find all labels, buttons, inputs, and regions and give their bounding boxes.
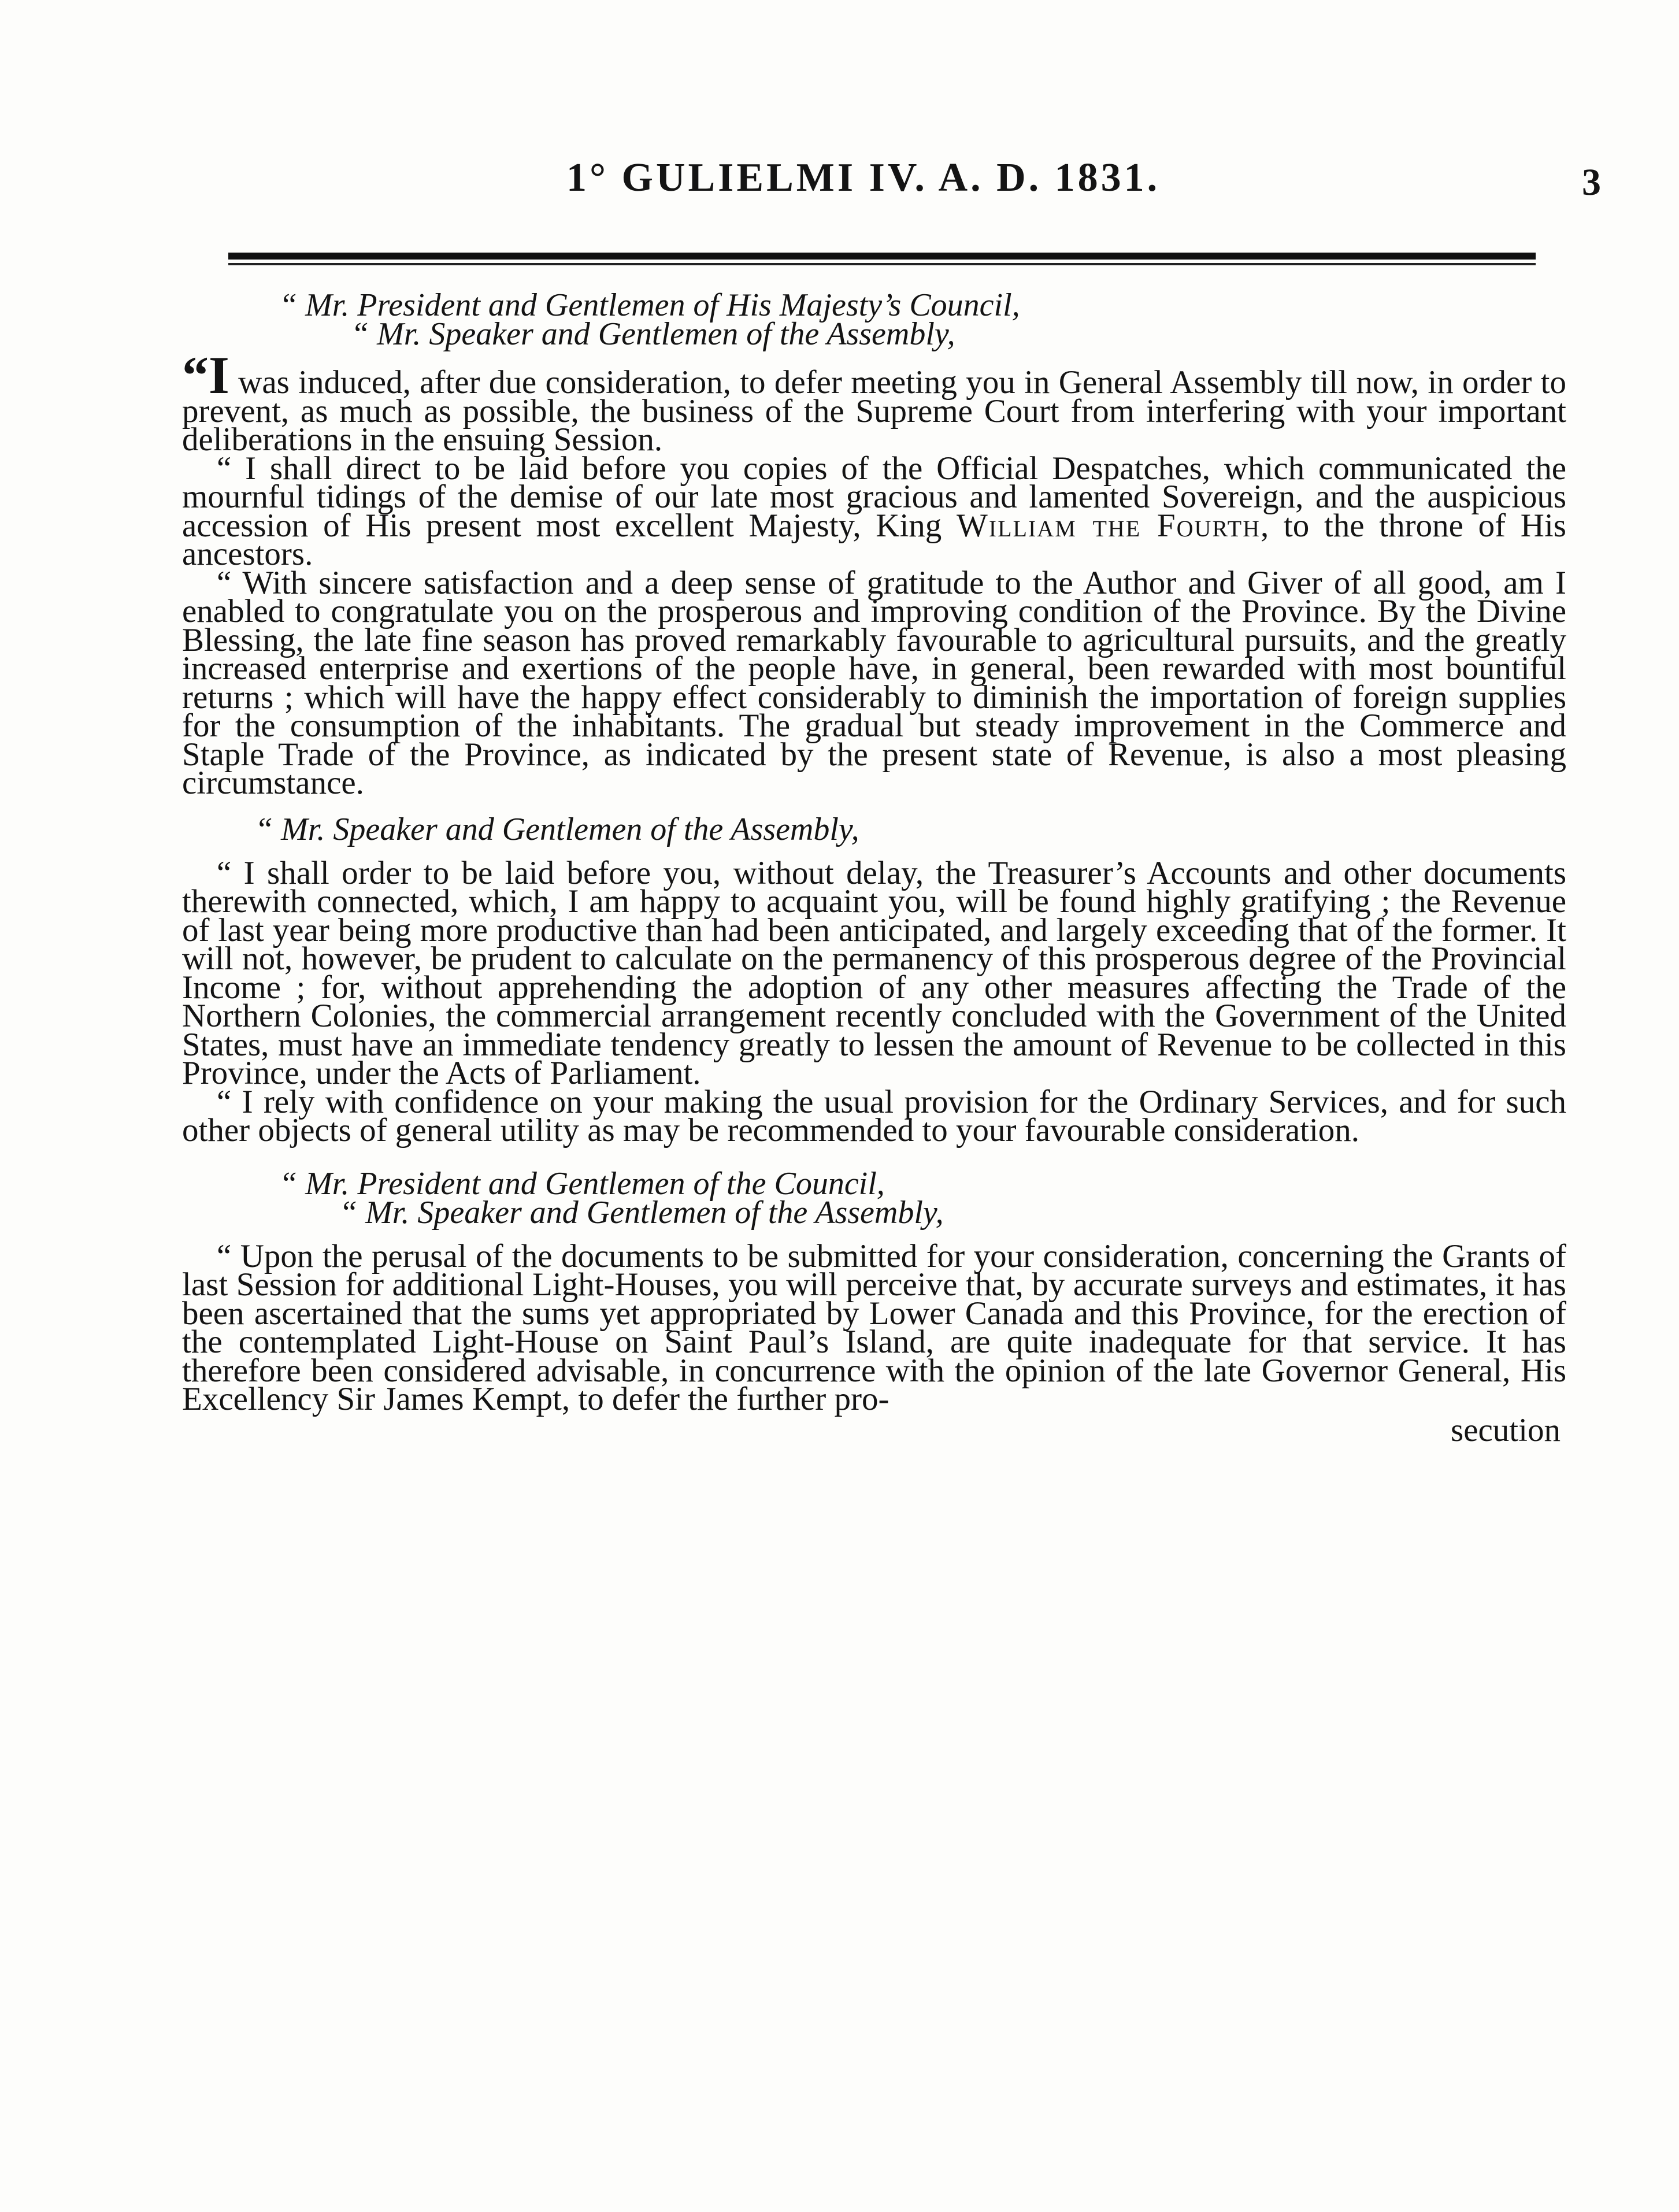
salutation-assembly-3: “ Mr. Speaker and Gentlemen of the Assembly, (339, 1194, 944, 1231)
paragraph-1-text: was induced, after due consideration, to defer meeting you in General Assembly till now, in order to prevent, as much as possible, the business of the Supreme Court from interfering with your important deliberations in the ensuing Session. (182, 364, 1566, 458)
paragraph-2 (182, 450, 1566, 572)
speech-body (182, 275, 1566, 1448)
paragraph-3: “ With sincere satisfaction and a deep sense of gratitude to the Author and Giver of all good, am I enabled to congratulate you on the prosperous and improving condition of the Province. By the Divine Blessing, the late fine season has proved remarkably favourable to agricultural pursuits, and the greatly increased enterprise and exertions of the people have, in general, been rewarded with most bountiful returns ; which will have the happy effect considerably to diminish the importation of foreign supplies for the consumption of the inhabitants. The gradual but steady improvement in the Commerce and Staple Trade of the Province, as indicated by the present state of Revenue, is also a most pleasing circumstance. (182, 564, 1566, 801)
king-name: William the Fourth (957, 507, 1261, 544)
paragraph-2-text-a: “ I shall direct to be laid before you copies of the Official Despatches, which communicated the mournful tidings of the demise of our late most gracious and lamented Sovereign, and the auspicious accession of His present most excellent Majesty, King (182, 450, 1566, 544)
salutation-council: “ Mr. President and Gentlemen of His Majesty’s Council, (279, 287, 1020, 323)
paragraph-2-text-b: , to the throne of His ancestors. (182, 507, 1566, 572)
page-header (179, 155, 1601, 218)
catchword: secution (1451, 1411, 1561, 1448)
paragraph-1 (182, 346, 1566, 458)
salutation-assembly: “ Mr. Speaker and Gentlemen of the Assembly, (351, 316, 955, 352)
paragraph-5: “ I rely with confidence on your making the usual provision for the Ordinary Services, and for such other objects of general utility as may be recommended to your favourable consideration. (182, 1083, 1566, 1148)
header-rule-thin (228, 263, 1536, 265)
header-rule-thick (228, 253, 1536, 260)
drop-cap: “I (182, 346, 229, 405)
paragraph-6: “ Upon the perusal of the documents to be submitted for your consideration, concerning the Grants of last Session for additional Light-Houses, you will perceive that, by accurate surveys and estimates, it has been ascertained that the sums yet appropriated by Lower Canada and this Province, for the erection of the contemplated Light-House on Saint Paul’s Island, are quite inadequate for that service. It has therefore been considered advisable, in concurrence with the opinion of the late Governor General, His Excellency Sir James Kempt, to defer the further pro- (182, 1237, 1566, 1417)
page-number: 3 (1582, 161, 1601, 203)
paragraph-4: “ I shall order to be laid before you, without delay, the Treasurer’s Accounts and other documents therewith connected, which, I am happy to acquaint you, will be found highly gratifying ; the Revenue of last year being more productive than had been anticipated, and largely exceeding that of the former. It will not, however, be prudent to calculate on the permanency of this prosperous degree of the Provincial Income ; for, without apprehending the adoption of any other measures affecting the Trade of the Northern Colonies, the commercial arrangement recently concluded with the Government of the United States, must have an immediate tendency greatly to lessen the amount of Revenue to be collected in this Province, under the Acts of Parliament. (182, 854, 1566, 1091)
salutation-council-3: “ Mr. President and Gentlemen of the Council, (279, 1165, 885, 1202)
running-title: 1° GULIELMI IV. A. D. 1831. (566, 155, 1161, 200)
salutation-assembly-2: “ Mr. Speaker and Gentlemen of the Assembly, (255, 811, 859, 847)
